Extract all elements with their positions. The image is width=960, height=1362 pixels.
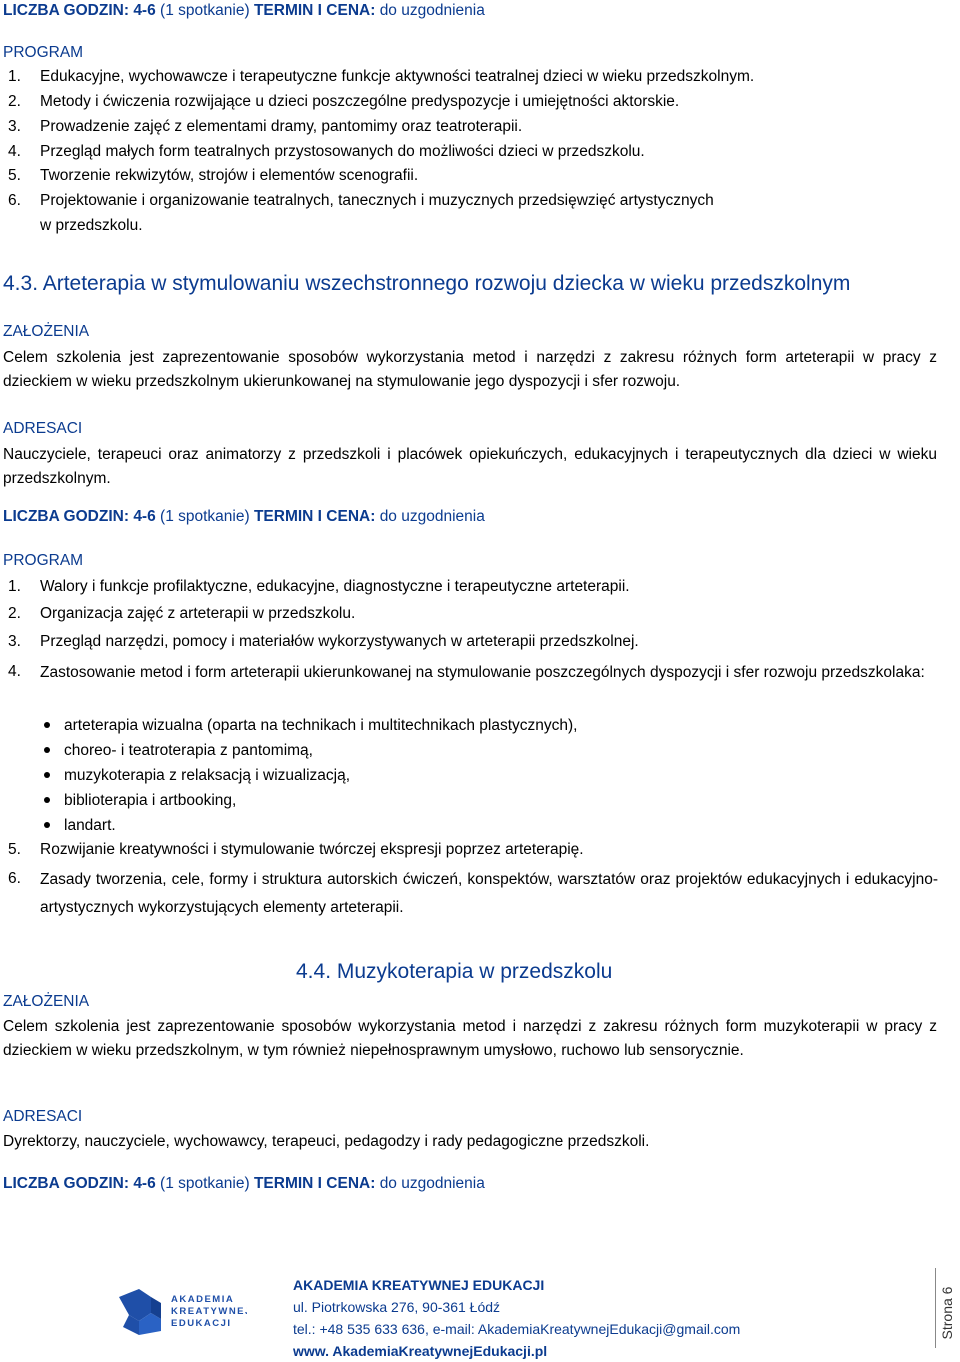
termin-value: do uzgodnienia	[379, 1175, 485, 1192]
list-item-continuation: w przedszkolu.	[40, 217, 143, 234]
hours-note: (1 spotkanie)	[160, 2, 250, 19]
section-heading-4-4: 4.4. Muzykoterapia w przedszkolu	[296, 960, 613, 983]
hours-value: 4-6	[133, 1175, 156, 1192]
termin-label: TERMIN I CENA:	[253, 508, 376, 525]
list-item: 5. Rozwijanie kreatywności i stymulowanie twórczej ekspresji poprzez arteterapię.	[8, 841, 584, 858]
hours-line	[3, 1174, 485, 1194]
logo-mark-icon	[117, 1283, 247, 1339]
bullet-icon	[44, 747, 50, 753]
termin-value: do uzgodnienia	[379, 508, 485, 525]
bullet-icon	[44, 722, 50, 728]
list-item: 3. Prowadzenie zajęć z elementami dramy, pantomimy oraz teatroterapii.	[8, 118, 523, 135]
bullet-item: landart.	[44, 816, 116, 836]
zalozenia-label: ZAŁOŻENIA	[3, 993, 90, 1010]
svg-text:EDUKACJI: EDUKACJI	[171, 1318, 232, 1329]
bullet-item: arteterapia wizualna (oparta na technikach i multitechnikach plastycznych),	[44, 716, 577, 736]
address: ul. Piotrkowska 276, 90-361 Łódź	[293, 1299, 501, 1315]
academy-logo	[117, 1283, 247, 1344]
adresaci-text: Dyrektorzy, nauczyciele, wychowawcy, terapeuci, pedagodzy i rady pedagogiczne przedszkoli.	[3, 1133, 650, 1150]
svg-text:AKADEMIA: AKADEMIA	[171, 1294, 235, 1305]
hours-line-top	[3, 1, 485, 21]
adresaci-label: ADRESACI	[3, 420, 83, 437]
hours-label: LICZBA GODZIN:	[3, 508, 129, 525]
bullet-icon	[44, 822, 50, 828]
list-item: 1. Walory i funkcje profilaktyczne, edukacyjne, diagnostyczne i terapeutyczne arteterapii.	[8, 578, 630, 595]
section-heading-4-3: 4.3. Arteterapia w stymulowaniu wszechstronnego rozwoju dziecka w wieku przedszkolnym	[3, 272, 851, 295]
contact-info[interactable]: tel.: +48 535 633 636, e-mail: AkademiaKreatywnejEdukacji@gmail.com	[293, 1321, 741, 1337]
hours-note: (1 spotkanie)	[160, 508, 250, 525]
list-item: 2. Metody i ćwiczenia rozwijające u dzieci poszczególne predyspozycje i umiejętności aktorskie.	[8, 93, 680, 110]
bullet-item: biblioterapia i artbooking,	[44, 791, 236, 811]
hours-value: 4-6	[133, 508, 156, 525]
bullet-item: choreo- i teatroterapia z pantomimą,	[44, 741, 313, 761]
page-number: Strona 6	[939, 1286, 955, 1340]
program-label: PROGRAM	[3, 552, 84, 569]
list-item: 4. Zastosowanie metod i form arteterapii ukierunkowanej na stymulowanie poszczególnych dyspozycji i sfer rozwoju przedszkolaka:	[8, 663, 925, 681]
website-link[interactable]: www. AkademiaKreatywnejEdukacji.pl	[293, 1343, 548, 1359]
bullet-item: muzykoterapia z relaksacją i wizualizacją,	[44, 766, 350, 786]
list-item: 4. Przegląd małych form teatralnych przystosowanych do możliwości dzieci w przedszkolu.	[8, 143, 645, 160]
list-item: 3. Przegląd narzędzi, pomocy i materiałów wykorzystywanych w arteterapii przedszkolnej.	[8, 633, 639, 650]
list-item: 1. Edukacyjne, wychowawcze i terapeutyczne funkcje aktywności teatralnej dzieci w wieku przedszkolnym.	[8, 68, 755, 85]
hours-value: 4-6	[133, 2, 156, 19]
adresaci-label: ADRESACI	[3, 1108, 83, 1125]
zalozenia-text: Celem szkolenia jest zaprezentowanie sposobów wykorzystania metod i narzędzi z zakresu różnych form muzykoterapii w pracy z dzieckiem w wieku przedszkolnym, w tym również niepełnosprawnym umysłowo, ruchowo lub sensorycznie.	[3, 1018, 937, 1059]
bullet-icon	[44, 797, 50, 803]
termin-label: TERMIN I CENA:	[253, 2, 376, 19]
hours-label: LICZBA GODZIN:	[3, 1175, 129, 1192]
termin-label: TERMIN I CENA:	[253, 1175, 376, 1192]
svg-text:KREATYWNEJ: KREATYWNEJ	[171, 1306, 247, 1317]
zalozenia-label: ZAŁOŻENIA	[3, 323, 90, 340]
zalozenia-text: Celem szkolenia jest zaprezentowanie sposobów wykorzystania metod i narzędzi z zakresu różnych form arteterapii w pracy z dzieckiem w wieku przedszkolnym ukierunkowanej na stymulowanie jego dyspozycji i sfer rozwoju.	[3, 349, 937, 390]
hours-note: (1 spotkanie)	[160, 1175, 250, 1192]
org-name: AKADEMIA KREATYWNEJ EDUKACJI	[293, 1277, 545, 1293]
list-item: 6. Projektowanie i organizowanie teatralnych, tanecznych i muzycznych przedsięwzięć artystycznych	[8, 192, 714, 209]
hours-label: LICZBA GODZIN:	[3, 2, 129, 19]
list-item: 6. Zasady tworzenia, cele, formy i struktura autorskich ćwiczeń, konspektów, warsztatów oraz projektów edukacyjnych i edukacyjno-artystycznych wykorzystujących elementy arteterapii.	[8, 870, 938, 916]
program-label: PROGRAM	[3, 44, 84, 61]
list-item: 5. Tworzenie rekwizytów, strojów i elementów scenografii.	[8, 167, 419, 184]
hours-line	[3, 507, 485, 527]
termin-value: do uzgodnienia	[379, 2, 485, 19]
footer-contact	[293, 1274, 740, 1362]
list-item: 2. Organizacja zajęć z arteterapii w przedszkolu.	[8, 605, 356, 622]
adresaci-text: Nauczyciele, terapeuci oraz animatorzy z przedszkoli i placówek opiekuńczych, edukacyjnych i terapeutycznych dla dzieci w wieku przedszkolnym.	[3, 446, 937, 487]
bullet-icon	[44, 772, 50, 778]
